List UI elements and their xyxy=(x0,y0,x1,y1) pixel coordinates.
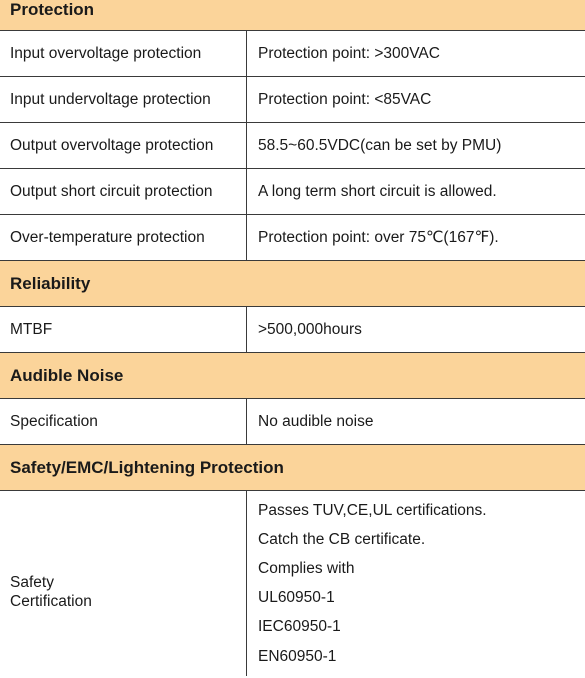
section-header-protection: Protection xyxy=(0,0,585,31)
section-header-reliability: Reliability xyxy=(0,261,585,307)
row-label: Input undervoltage protection xyxy=(0,77,247,122)
row-label: Output overvoltage protection xyxy=(0,123,247,168)
row-value: >500,000hours xyxy=(258,320,362,338)
value-line: Catch the CB certificate. xyxy=(258,530,426,548)
table-row xyxy=(0,123,585,169)
table-row xyxy=(0,77,585,123)
section-header-audible-noise: Audible Noise xyxy=(0,353,585,399)
row-label: Over-temperature protection xyxy=(0,215,247,260)
value-line: IEC60950-1 xyxy=(258,618,341,636)
row-label: Input overvoltage protection xyxy=(0,31,247,76)
table-row xyxy=(0,399,585,445)
table-row-safety-certification xyxy=(0,491,585,676)
table-row xyxy=(0,307,585,353)
row-label: Output short circuit protection xyxy=(0,169,247,214)
section-header-safety-emc: Safety/EMC/Lightening Protection xyxy=(0,445,585,491)
table-row xyxy=(0,215,585,261)
row-value: Protection point: <85VAC xyxy=(258,90,432,108)
row-label: MTBF xyxy=(0,307,247,352)
value-line: Complies with xyxy=(258,559,355,577)
row-value: No audible noise xyxy=(258,412,374,430)
row-value: 58.5~60.5VDC(can be set by PMU) xyxy=(258,136,502,154)
value-line: UL60950-1 xyxy=(258,589,335,607)
row-value: Protection point: over 75℃(167℉). xyxy=(258,229,499,246)
row-label-line: Safety xyxy=(10,573,54,591)
value-line: Passes TUV,CE,UL certifications. xyxy=(258,501,487,519)
row-value: A long term short circuit is allowed. xyxy=(258,182,497,200)
table-row xyxy=(0,31,585,77)
row-label xyxy=(0,491,247,676)
row-value: Protection point: >300VAC xyxy=(258,44,440,62)
row-value-list xyxy=(247,491,585,676)
table-row xyxy=(0,169,585,215)
value-line: EN60950-1 xyxy=(258,647,337,665)
row-label-line: Certification xyxy=(10,592,92,610)
row-label: Specification xyxy=(0,399,247,444)
